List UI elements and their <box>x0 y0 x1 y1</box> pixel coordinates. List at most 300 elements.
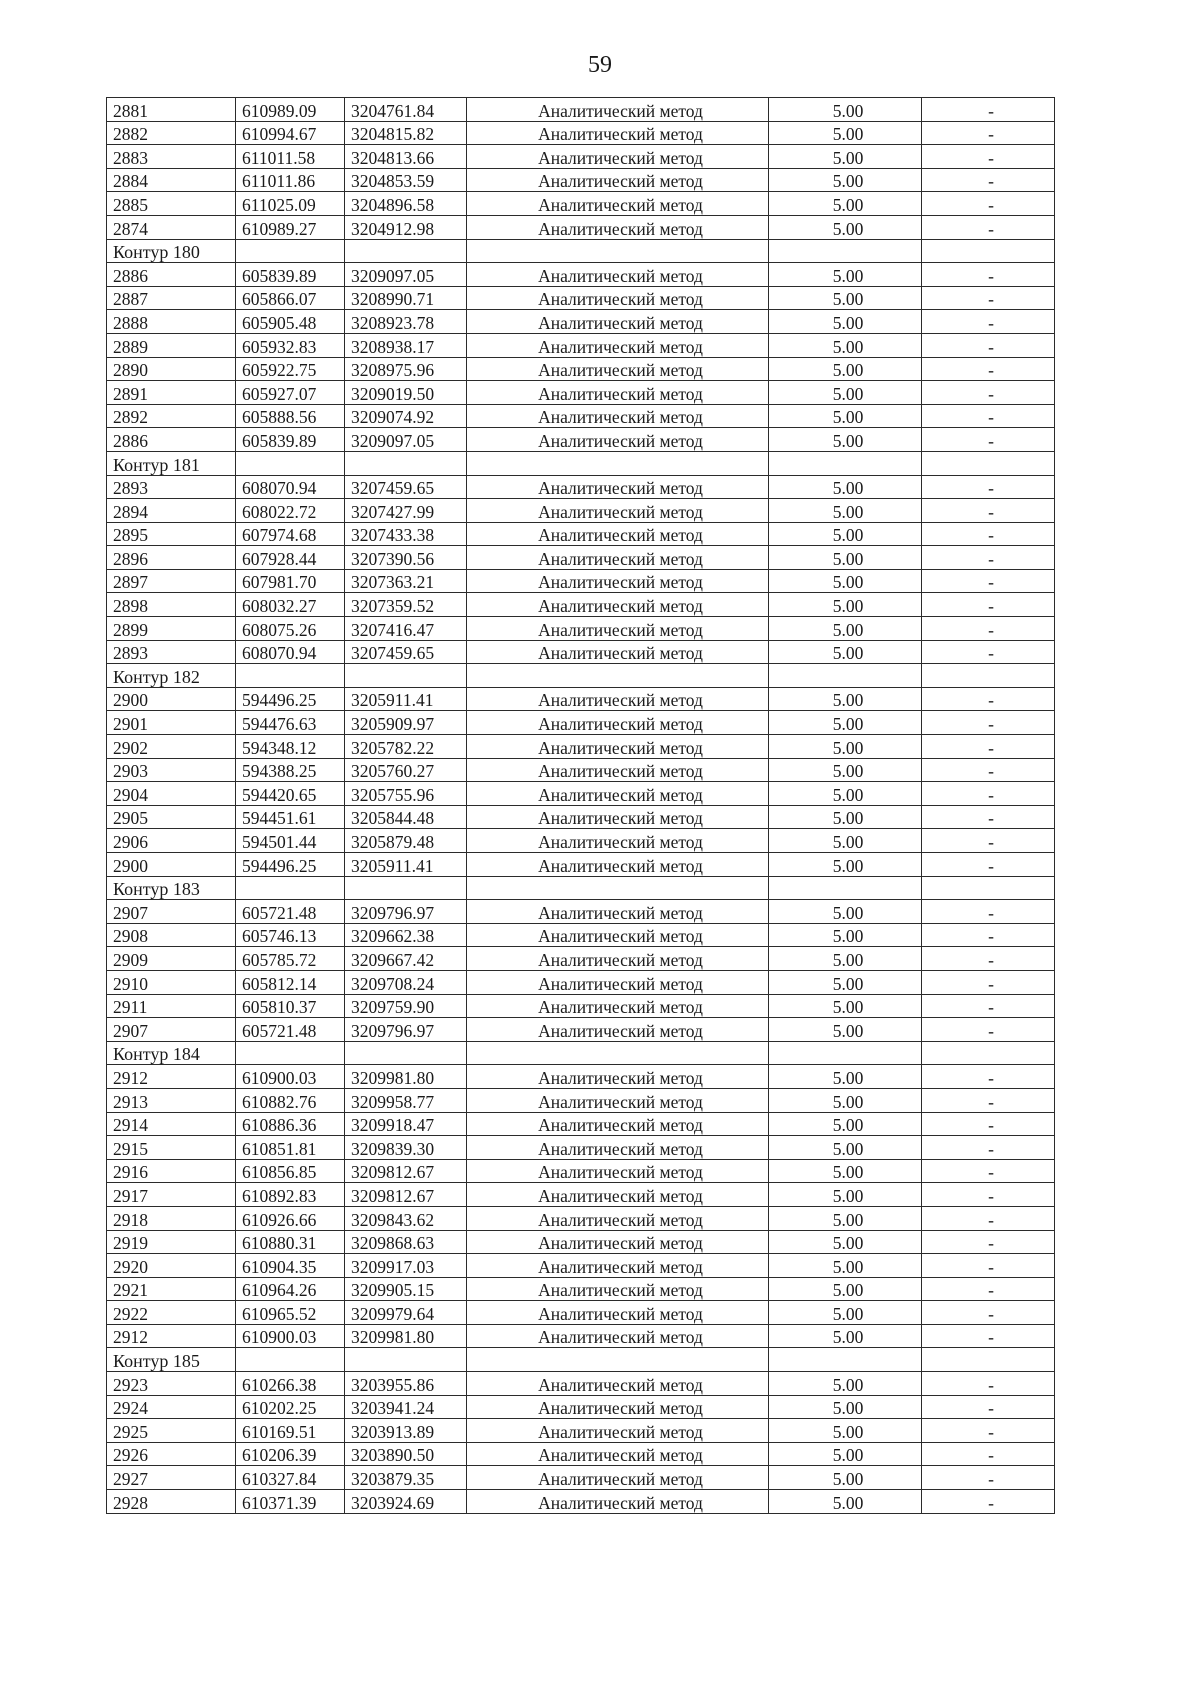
point-row <box>107 1466 1055 1490</box>
accuracy-cell: 5.00 <box>769 947 922 971</box>
method-cell: Аналитический метод <box>467 829 769 853</box>
y-coordinate-cell: 3209812.67 <box>345 1183 467 1207</box>
x-coordinate-cell: 605785.72 <box>236 947 345 971</box>
point-number-cell: 2893 <box>107 640 236 664</box>
x-coordinate-cell: 607928.44 <box>236 546 345 570</box>
y-coordinate-cell: 3209917.03 <box>345 1254 467 1278</box>
description-cell: - <box>922 1159 1055 1183</box>
empty-cell <box>345 1348 467 1372</box>
x-coordinate-cell: 610856.85 <box>236 1159 345 1183</box>
empty-cell <box>236 239 345 263</box>
point-number-cell: 2900 <box>107 687 236 711</box>
empty-cell <box>345 451 467 475</box>
x-coordinate-cell: 594496.25 <box>236 853 345 877</box>
point-row <box>107 121 1055 145</box>
description-cell: - <box>922 121 1055 145</box>
point-row <box>107 168 1055 192</box>
empty-cell <box>922 1348 1055 1372</box>
y-coordinate-cell: 3203879.35 <box>345 1466 467 1490</box>
point-number-cell: 2912 <box>107 1324 236 1348</box>
point-number-cell: 2897 <box>107 569 236 593</box>
point-row <box>107 687 1055 711</box>
x-coordinate-cell: 610900.03 <box>236 1324 345 1348</box>
accuracy-cell: 5.00 <box>769 640 922 664</box>
y-coordinate-cell: 3204912.98 <box>345 215 467 239</box>
description-cell: - <box>922 192 1055 216</box>
empty-cell <box>345 664 467 688</box>
accuracy-cell: 5.00 <box>769 1065 922 1089</box>
method-cell: Аналитический метод <box>467 1230 769 1254</box>
y-coordinate-cell: 3204761.84 <box>345 98 467 122</box>
x-coordinate-cell: 605721.48 <box>236 1018 345 1042</box>
y-coordinate-cell: 3204896.58 <box>345 192 467 216</box>
method-cell: Аналитический метод <box>467 428 769 452</box>
point-number-cell: 2890 <box>107 357 236 381</box>
point-row <box>107 1183 1055 1207</box>
accuracy-cell: 5.00 <box>769 1254 922 1278</box>
point-row <box>107 900 1055 924</box>
method-cell: Аналитический метод <box>467 1254 769 1278</box>
accuracy-cell: 5.00 <box>769 569 922 593</box>
point-row <box>107 263 1055 287</box>
description-cell: - <box>922 758 1055 782</box>
y-coordinate-cell: 3207433.38 <box>345 522 467 546</box>
y-coordinate-cell: 3209759.90 <box>345 994 467 1018</box>
description-cell: - <box>922 805 1055 829</box>
point-number-cell: 2911 <box>107 994 236 1018</box>
method-cell: Аналитический метод <box>467 1065 769 1089</box>
y-coordinate-cell: 3209097.05 <box>345 428 467 452</box>
point-row <box>107 522 1055 546</box>
method-cell: Аналитический метод <box>467 381 769 405</box>
point-number-cell: 2894 <box>107 499 236 523</box>
point-number-cell: 2881 <box>107 98 236 122</box>
y-coordinate-cell: 3209868.63 <box>345 1230 467 1254</box>
x-coordinate-cell: 610266.38 <box>236 1372 345 1396</box>
x-coordinate-cell: 610964.26 <box>236 1277 345 1301</box>
description-cell: - <box>922 1419 1055 1443</box>
method-cell: Аналитический метод <box>467 145 769 169</box>
description-cell: - <box>922 357 1055 381</box>
y-coordinate-cell: 3209796.97 <box>345 1018 467 1042</box>
point-row <box>107 1206 1055 1230</box>
point-row <box>107 1324 1055 1348</box>
x-coordinate-cell: 605888.56 <box>236 404 345 428</box>
y-coordinate-cell: 3209097.05 <box>345 263 467 287</box>
empty-cell <box>922 451 1055 475</box>
point-row <box>107 215 1055 239</box>
method-cell: Аналитический метод <box>467 1159 769 1183</box>
x-coordinate-cell: 605839.89 <box>236 263 345 287</box>
accuracy-cell: 5.00 <box>769 758 922 782</box>
method-cell: Аналитический метод <box>467 121 769 145</box>
x-coordinate-cell: 594388.25 <box>236 758 345 782</box>
accuracy-cell: 5.00 <box>769 1419 922 1443</box>
y-coordinate-cell: 3205911.41 <box>345 687 467 711</box>
empty-cell <box>467 451 769 475</box>
y-coordinate-cell: 3209708.24 <box>345 970 467 994</box>
method-cell: Аналитический метод <box>467 1301 769 1325</box>
description-cell: - <box>922 1372 1055 1396</box>
y-coordinate-cell: 3203924.69 <box>345 1490 467 1514</box>
x-coordinate-cell: 594348.12 <box>236 735 345 759</box>
point-row <box>107 1065 1055 1089</box>
accuracy-cell: 5.00 <box>769 687 922 711</box>
description-cell: - <box>922 1206 1055 1230</box>
point-number-cell: 2922 <box>107 1301 236 1325</box>
y-coordinate-cell: 3209981.80 <box>345 1324 467 1348</box>
description-cell: - <box>922 1442 1055 1466</box>
x-coordinate-cell: 608070.94 <box>236 640 345 664</box>
description-cell: - <box>922 1254 1055 1278</box>
x-coordinate-cell: 594420.65 <box>236 782 345 806</box>
point-number-cell: 2889 <box>107 333 236 357</box>
point-number-cell: 2891 <box>107 381 236 405</box>
point-row <box>107 475 1055 499</box>
point-row <box>107 357 1055 381</box>
point-row <box>107 333 1055 357</box>
x-coordinate-cell: 605922.75 <box>236 357 345 381</box>
point-number-cell: 2915 <box>107 1136 236 1160</box>
point-row <box>107 381 1055 405</box>
y-coordinate-cell: 3203955.86 <box>345 1372 467 1396</box>
point-number-cell: 2926 <box>107 1442 236 1466</box>
x-coordinate-cell: 610965.52 <box>236 1301 345 1325</box>
x-coordinate-cell: 611025.09 <box>236 192 345 216</box>
empty-cell <box>467 1041 769 1065</box>
point-row <box>107 1254 1055 1278</box>
description-cell: - <box>922 381 1055 405</box>
point-row <box>107 145 1055 169</box>
accuracy-cell: 5.00 <box>769 546 922 570</box>
accuracy-cell: 5.00 <box>769 522 922 546</box>
method-cell: Аналитический метод <box>467 1372 769 1396</box>
accuracy-cell: 5.00 <box>769 853 922 877</box>
point-row <box>107 758 1055 782</box>
y-coordinate-cell: 3205909.97 <box>345 711 467 735</box>
method-cell: Аналитический метод <box>467 853 769 877</box>
method-cell: Аналитический метод <box>467 357 769 381</box>
x-coordinate-cell: 610851.81 <box>236 1136 345 1160</box>
point-row <box>107 829 1055 853</box>
empty-cell <box>236 451 345 475</box>
method-cell: Аналитический метод <box>467 333 769 357</box>
accuracy-cell: 5.00 <box>769 98 922 122</box>
description-cell: - <box>922 782 1055 806</box>
point-number-cell: 2874 <box>107 215 236 239</box>
empty-cell <box>769 876 922 900</box>
y-coordinate-cell: 3209958.77 <box>345 1088 467 1112</box>
method-cell: Аналитический метод <box>467 758 769 782</box>
description-cell: - <box>922 168 1055 192</box>
point-row <box>107 1277 1055 1301</box>
contour-header-row <box>107 1348 1055 1372</box>
method-cell: Аналитический метод <box>467 1018 769 1042</box>
method-cell: Аналитический метод <box>467 1277 769 1301</box>
contour-header-row <box>107 664 1055 688</box>
point-row <box>107 569 1055 593</box>
point-row <box>107 617 1055 641</box>
method-cell: Аналитический метод <box>467 970 769 994</box>
description-cell: - <box>922 829 1055 853</box>
method-cell: Аналитический метод <box>467 1419 769 1443</box>
x-coordinate-cell: 610989.09 <box>236 98 345 122</box>
x-coordinate-cell: 610989.27 <box>236 215 345 239</box>
point-number-cell: 2886 <box>107 428 236 452</box>
point-number-cell: 2905 <box>107 805 236 829</box>
description-cell: - <box>922 1183 1055 1207</box>
method-cell: Аналитический метод <box>467 711 769 735</box>
y-coordinate-cell: 3205879.48 <box>345 829 467 853</box>
point-row <box>107 947 1055 971</box>
method-cell: Аналитический метод <box>467 499 769 523</box>
accuracy-cell: 5.00 <box>769 357 922 381</box>
accuracy-cell: 5.00 <box>769 994 922 1018</box>
y-coordinate-cell: 3203941.24 <box>345 1395 467 1419</box>
description-cell: - <box>922 499 1055 523</box>
description-cell: - <box>922 475 1055 499</box>
y-coordinate-cell: 3207390.56 <box>345 546 467 570</box>
x-coordinate-cell: 610371.39 <box>236 1490 345 1514</box>
x-coordinate-cell: 594496.25 <box>236 687 345 711</box>
y-coordinate-cell: 3209812.67 <box>345 1159 467 1183</box>
contour-label: Контур 182 <box>107 664 236 688</box>
point-row <box>107 1112 1055 1136</box>
description-cell: - <box>922 994 1055 1018</box>
point-number-cell: 2906 <box>107 829 236 853</box>
point-number-cell: 2885 <box>107 192 236 216</box>
x-coordinate-cell: 607981.70 <box>236 569 345 593</box>
description-cell: - <box>922 522 1055 546</box>
description-cell: - <box>922 711 1055 735</box>
description-cell: - <box>922 1395 1055 1419</box>
method-cell: Аналитический метод <box>467 215 769 239</box>
accuracy-cell: 5.00 <box>769 1301 922 1325</box>
method-cell: Аналитический метод <box>467 546 769 570</box>
accuracy-cell: 5.00 <box>769 1372 922 1396</box>
accuracy-cell: 5.00 <box>769 192 922 216</box>
description-cell: - <box>922 1018 1055 1042</box>
method-cell: Аналитический метод <box>467 617 769 641</box>
point-row <box>107 1136 1055 1160</box>
point-row <box>107 593 1055 617</box>
point-number-cell: 2907 <box>107 900 236 924</box>
x-coordinate-cell: 608070.94 <box>236 475 345 499</box>
point-number-cell: 2884 <box>107 168 236 192</box>
contour-label: Контур 181 <box>107 451 236 475</box>
method-cell: Аналитический метод <box>467 475 769 499</box>
accuracy-cell: 5.00 <box>769 215 922 239</box>
page-number: 59 <box>588 52 612 78</box>
description-cell: - <box>922 1301 1055 1325</box>
accuracy-cell: 5.00 <box>769 310 922 334</box>
method-cell: Аналитический метод <box>467 404 769 428</box>
description-cell: - <box>922 900 1055 924</box>
x-coordinate-cell: 610880.31 <box>236 1230 345 1254</box>
x-coordinate-cell: 610994.67 <box>236 121 345 145</box>
description-cell: - <box>922 1466 1055 1490</box>
y-coordinate-cell: 3207363.21 <box>345 569 467 593</box>
point-number-cell: 2904 <box>107 782 236 806</box>
x-coordinate-cell: 605905.48 <box>236 310 345 334</box>
y-coordinate-cell: 3209662.38 <box>345 923 467 947</box>
description-cell: - <box>922 263 1055 287</box>
description-cell: - <box>922 310 1055 334</box>
accuracy-cell: 5.00 <box>769 923 922 947</box>
y-coordinate-cell: 3207416.47 <box>345 617 467 641</box>
method-cell: Аналитический метод <box>467 522 769 546</box>
accuracy-cell: 5.00 <box>769 1112 922 1136</box>
accuracy-cell: 5.00 <box>769 475 922 499</box>
description-cell: - <box>922 145 1055 169</box>
accuracy-cell: 5.00 <box>769 263 922 287</box>
point-row <box>107 404 1055 428</box>
point-row <box>107 192 1055 216</box>
x-coordinate-cell: 610900.03 <box>236 1065 345 1089</box>
accuracy-cell: 5.00 <box>769 1277 922 1301</box>
description-cell: - <box>922 617 1055 641</box>
coordinates-table <box>106 97 1055 1514</box>
empty-cell <box>922 1041 1055 1065</box>
accuracy-cell: 5.00 <box>769 1183 922 1207</box>
empty-cell <box>467 1348 769 1372</box>
description-cell: - <box>922 286 1055 310</box>
point-number-cell: 2898 <box>107 593 236 617</box>
description-cell: - <box>922 735 1055 759</box>
point-number-cell: 2925 <box>107 1419 236 1443</box>
coordinates-table-body <box>107 98 1055 1514</box>
y-coordinate-cell: 3204853.59 <box>345 168 467 192</box>
point-row <box>107 1395 1055 1419</box>
point-row <box>107 994 1055 1018</box>
y-coordinate-cell: 3205760.27 <box>345 758 467 782</box>
description-cell: - <box>922 1065 1055 1089</box>
accuracy-cell: 5.00 <box>769 1136 922 1160</box>
accuracy-cell: 5.00 <box>769 829 922 853</box>
point-number-cell: 2907 <box>107 1018 236 1042</box>
point-row <box>107 1301 1055 1325</box>
x-coordinate-cell: 605810.37 <box>236 994 345 1018</box>
accuracy-cell: 5.00 <box>769 1230 922 1254</box>
accuracy-cell: 5.00 <box>769 145 922 169</box>
x-coordinate-cell: 610169.51 <box>236 1419 345 1443</box>
description-cell: - <box>922 428 1055 452</box>
method-cell: Аналитический метод <box>467 168 769 192</box>
point-number-cell: 2927 <box>107 1466 236 1490</box>
accuracy-cell: 5.00 <box>769 782 922 806</box>
point-row <box>107 1419 1055 1443</box>
point-number-cell: 2896 <box>107 546 236 570</box>
point-row <box>107 1490 1055 1514</box>
accuracy-cell: 5.00 <box>769 404 922 428</box>
point-row <box>107 970 1055 994</box>
empty-cell <box>922 239 1055 263</box>
y-coordinate-cell: 3208975.96 <box>345 357 467 381</box>
contour-label: Контур 184 <box>107 1041 236 1065</box>
description-cell: - <box>922 970 1055 994</box>
description-cell: - <box>922 546 1055 570</box>
contour-header-row <box>107 876 1055 900</box>
method-cell: Аналитический метод <box>467 593 769 617</box>
description-cell: - <box>922 215 1055 239</box>
y-coordinate-cell: 3209074.92 <box>345 404 467 428</box>
point-number-cell: 2913 <box>107 1088 236 1112</box>
accuracy-cell: 5.00 <box>769 805 922 829</box>
description-cell: - <box>922 404 1055 428</box>
point-row <box>107 1159 1055 1183</box>
accuracy-cell: 5.00 <box>769 1159 922 1183</box>
x-coordinate-cell: 605932.83 <box>236 333 345 357</box>
accuracy-cell: 5.00 <box>769 593 922 617</box>
y-coordinate-cell: 3205755.96 <box>345 782 467 806</box>
x-coordinate-cell: 605812.14 <box>236 970 345 994</box>
empty-cell <box>769 664 922 688</box>
x-coordinate-cell: 594476.63 <box>236 711 345 735</box>
accuracy-cell: 5.00 <box>769 1018 922 1042</box>
description-cell: - <box>922 569 1055 593</box>
method-cell: Аналитический метод <box>467 1112 769 1136</box>
point-number-cell: 2893 <box>107 475 236 499</box>
point-row <box>107 1442 1055 1466</box>
method-cell: Аналитический метод <box>467 805 769 829</box>
contour-header-row <box>107 239 1055 263</box>
method-cell: Аналитический метод <box>467 569 769 593</box>
point-number-cell: 2887 <box>107 286 236 310</box>
empty-cell <box>345 239 467 263</box>
x-coordinate-cell: 608075.26 <box>236 617 345 641</box>
contour-label: Контур 185 <box>107 1348 236 1372</box>
y-coordinate-cell: 3203913.89 <box>345 1419 467 1443</box>
method-cell: Аналитический метод <box>467 687 769 711</box>
point-number-cell: 2882 <box>107 121 236 145</box>
point-number-cell: 2883 <box>107 145 236 169</box>
description-cell: - <box>922 1136 1055 1160</box>
y-coordinate-cell: 3209843.62 <box>345 1206 467 1230</box>
method-cell: Аналитический метод <box>467 1088 769 1112</box>
empty-cell <box>467 876 769 900</box>
point-number-cell: 2895 <box>107 522 236 546</box>
accuracy-cell: 5.00 <box>769 381 922 405</box>
point-number-cell: 2909 <box>107 947 236 971</box>
point-number-cell: 2892 <box>107 404 236 428</box>
empty-cell <box>769 239 922 263</box>
y-coordinate-cell: 3209981.80 <box>345 1065 467 1089</box>
y-coordinate-cell: 3209839.30 <box>345 1136 467 1160</box>
x-coordinate-cell: 594501.44 <box>236 829 345 853</box>
y-coordinate-cell: 3207359.52 <box>345 593 467 617</box>
empty-cell <box>922 664 1055 688</box>
y-coordinate-cell: 3209667.42 <box>345 947 467 971</box>
y-coordinate-cell: 3209918.47 <box>345 1112 467 1136</box>
description-cell: - <box>922 1490 1055 1514</box>
y-coordinate-cell: 3209905.15 <box>345 1277 467 1301</box>
point-row <box>107 853 1055 877</box>
accuracy-cell: 5.00 <box>769 1088 922 1112</box>
x-coordinate-cell: 610206.39 <box>236 1442 345 1466</box>
y-coordinate-cell: 3208923.78 <box>345 310 467 334</box>
method-cell: Аналитический метод <box>467 782 769 806</box>
accuracy-cell: 5.00 <box>769 900 922 924</box>
y-coordinate-cell: 3207427.99 <box>345 499 467 523</box>
point-row <box>107 782 1055 806</box>
empty-cell <box>236 1041 345 1065</box>
point-row <box>107 546 1055 570</box>
x-coordinate-cell: 607974.68 <box>236 522 345 546</box>
description-cell: - <box>922 593 1055 617</box>
accuracy-cell: 5.00 <box>769 121 922 145</box>
accuracy-cell: 5.00 <box>769 1324 922 1348</box>
y-coordinate-cell: 3208938.17 <box>345 333 467 357</box>
